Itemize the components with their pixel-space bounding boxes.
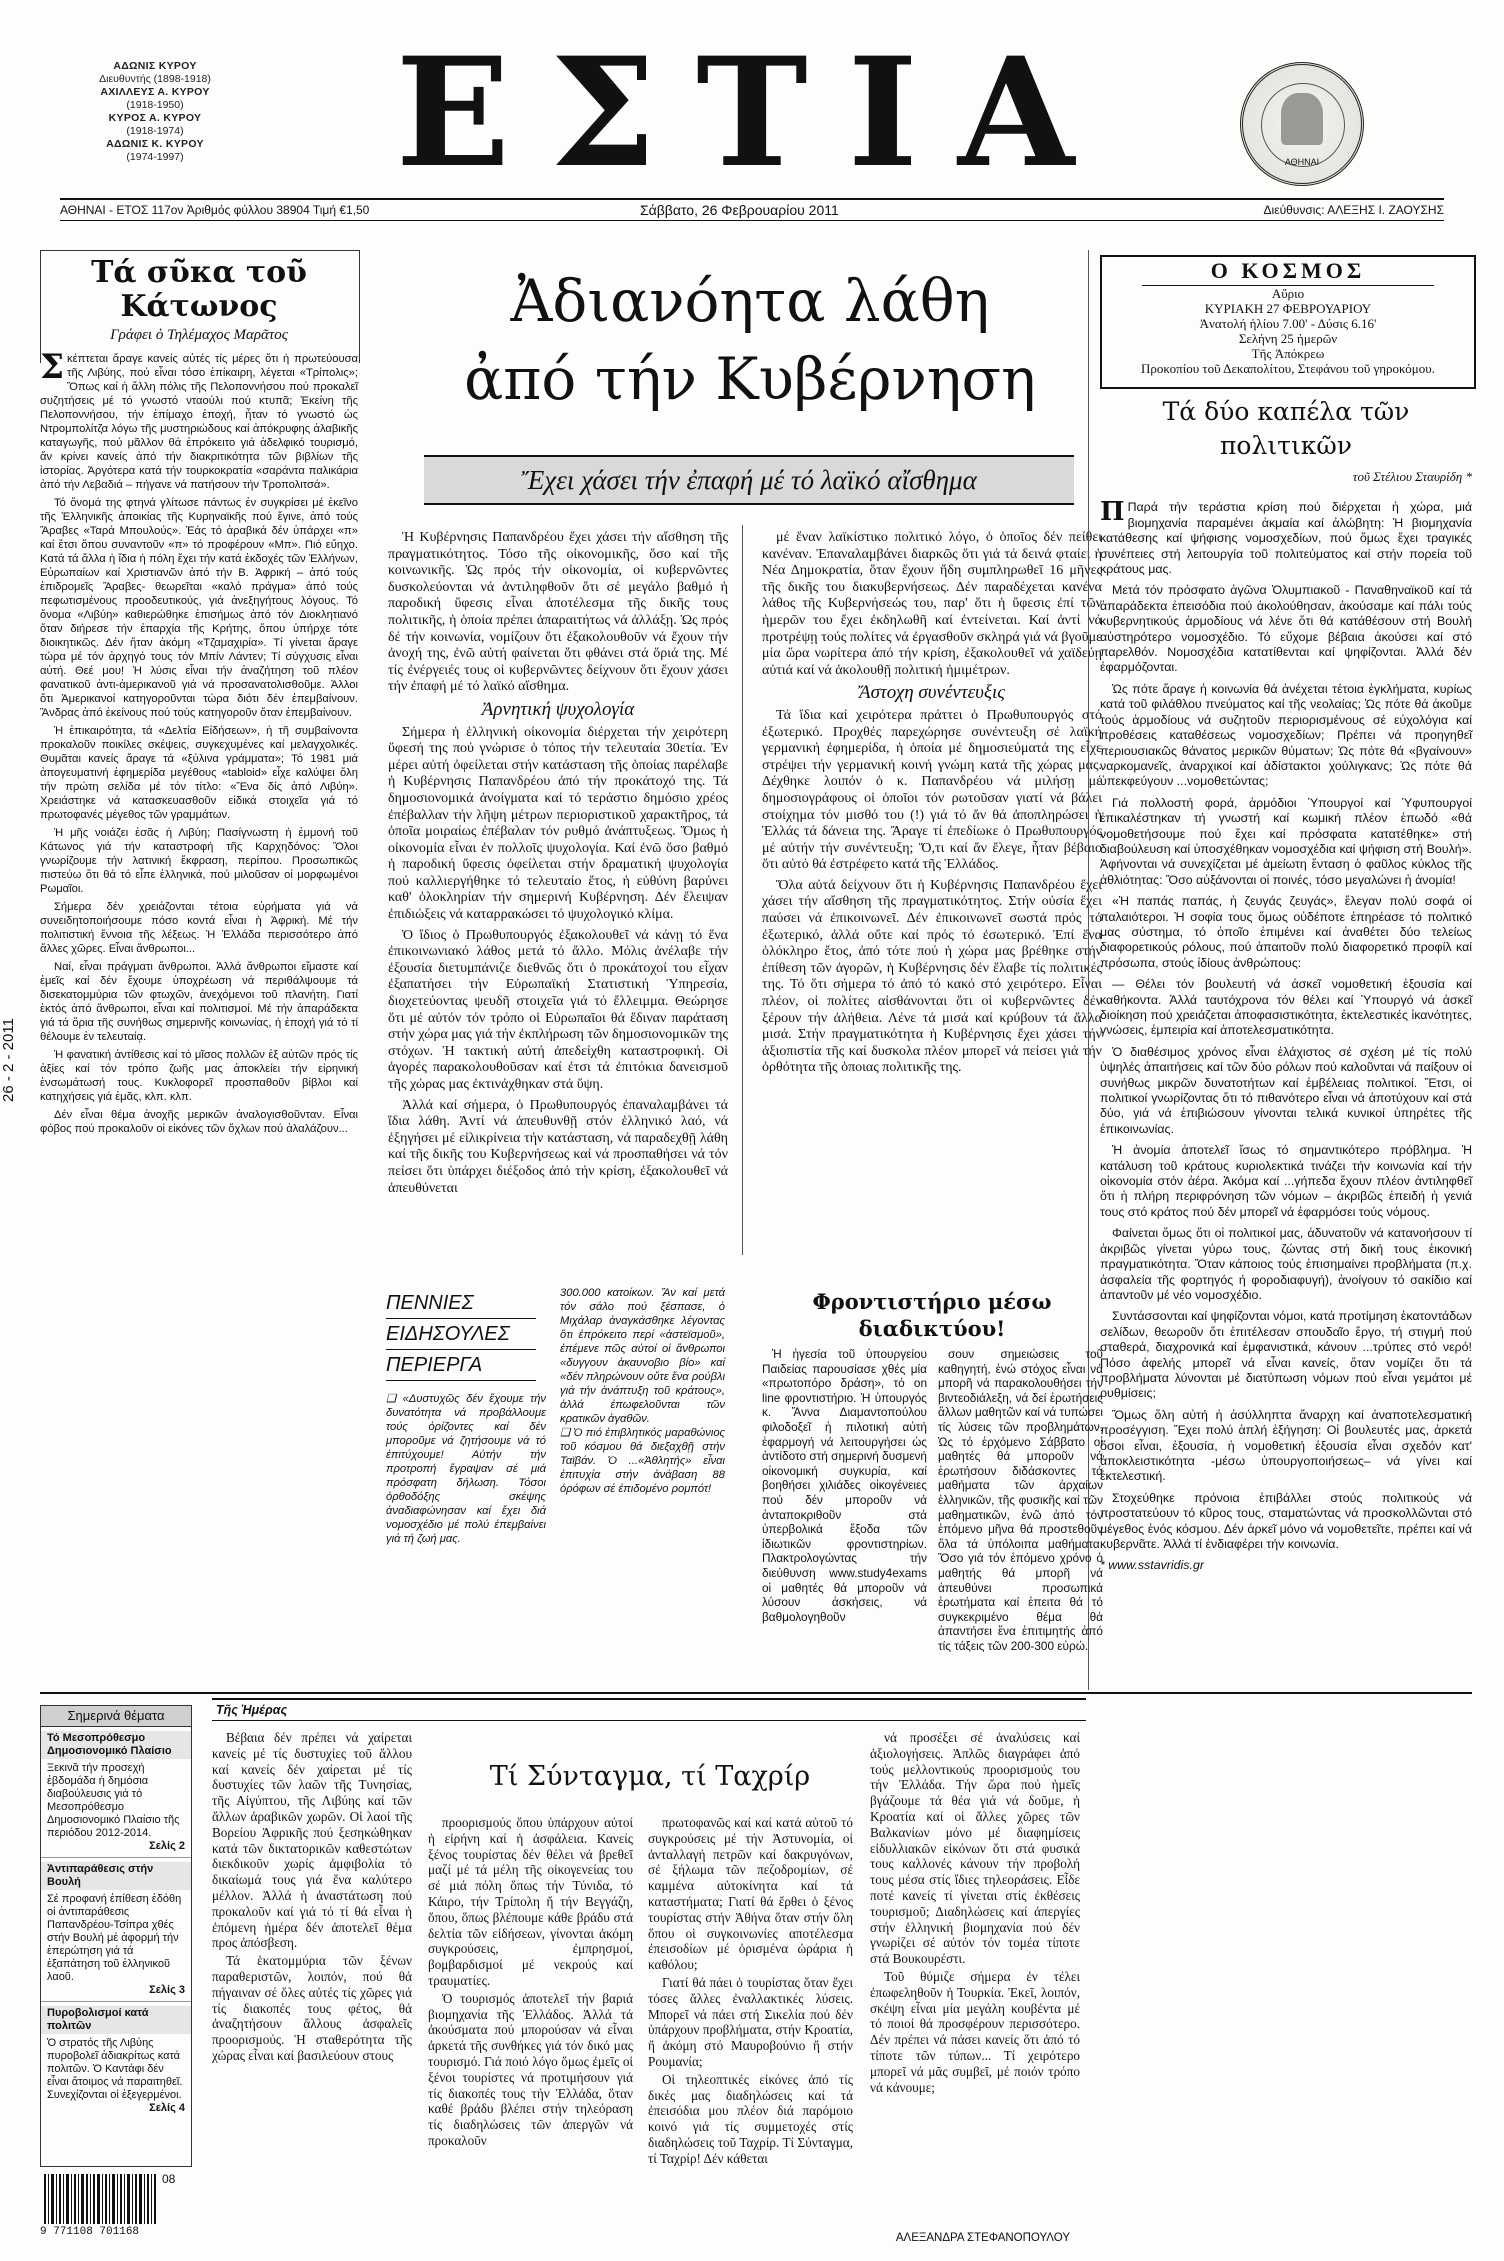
section-rule	[40, 1692, 1472, 1694]
bottom-col2: προορισμούς ὅπου ὑπάρχουν αὐτοί ἡ εἰρήνη καί ἡ ἀσφάλεια. Κανείς ξένος τουρίστας δέν θέλει νά βρεθεῖ μαζί μέ τά μέλη τῆς οἰκογενείας του σέ μιά πόλη ὅπως τήν Τύνιδα, τό Κάιρο, τήν Τρίπολη ἤ τήν Βεγγάζη, ὅπου, ὅπως βλέπουμε κάθε βράδυ στά δελτία τῶν εἰδήσεων, γίνονται ἀκόμη συγκρούσεις, ἐμπρησμοί, βομβαρδισμοί μέ νεκρούς καί τραυματίες. Ὁ τουρισμός ἀποτελεῖ τήν βαριά βιομηχανία τῆς Ἑλλάδος. Ἀλλά τά ἀκούσματα πού μπορούσαν νά εἶναι ἀρκετά τῆς συνθήκες γιά τόν δικό μας τουρισμό. Γιά ποιό λόγο ὅμως ἐμεῖς οἱ ξένοι τουρίστες νά προτιμήσουν γιά τίς διακοπές τους τήν Ἑλλάδα, ὅταν καθέ βράδυ βλέπει στήν τηλεόραση τίς διαδηλώσεις τῶν ἀπεργῶν νά προκαλοῦν	[428, 1815, 633, 2148]
masthead-title: ΕΣΤΙΑ	[395, 25, 1115, 201]
founders-list	[60, 60, 250, 164]
founder: ΑΧΙΛΛΕΥΣ Α. ΚΥΡΟΥ (1918-1950)	[100, 86, 210, 111]
article-byline: Γράφει ὁ Τηλέμαχος Μαρᾶτος	[110, 327, 288, 343]
main-headline: Ἀδιανόητα λάθη ἀπό τήν Κυβέρνηση	[464, 267, 1036, 413]
topics-header: Σημερινά θέματα	[41, 1706, 191, 1727]
column-rule	[742, 525, 743, 1255]
article-title: Τά δύο καπέλα τῶν πολιτικῶν	[1162, 397, 1410, 460]
news-left-text: ❑ «Δυστυχῶς δέν ἔχουμε τήν δυνατότητα νά προβάλλουμε τούς ὁρίζοντες καί δέν μποροῦμε νά ζητήσουμε νά τό ἐπιτύχουμε! Αὐτήν τήν προτροπή ἔγραψαν σέ μιά πρόσφατη δήλωση. Τόσοι ὀρθοδόξης σκέψης ἀναδιαφώνησαν καί ἔχει διά νομοσχέδιο μέ πολύ ἐπεμβαίνει γιά τή ζωή μας.	[386, 1393, 546, 1545]
bottom-headline: Τί Σύνταγμα, τί Ταχρίρ	[489, 1761, 811, 1792]
main-article-col2: μέ ἕναν λαϊκίστικο πολιτικό λόγο, ὁ ὁποῖος δέν πείθει κανέναν. Ἐπαναλαμβάνει διαρκῶς ὅτι γιά τά δεινά φταίει ἡ Νέα Δημοκρατία, ὅταν ἔχουν ἤδη συμπληρωθεῖ 16 μῆνες τῆς δικῆς του διακυβερνήσεως. Δέν παραδέχεται κανένα λάθος τῆς Κυβερνήσεώς του, παρ' ὅτι ἡ ὕφεσις ἐπί τῶν ἡμερῶν του ἔχει ἐκδηλωθῆ καί ἐντείνεται. Καί ἀντί νά προτρέψῃ τούς πολίτες νά ἐργασθοῦν σκληρά γιά νά βγοῦμε μία ὥρα νωρίτερα ἀπό τήν κρίση, ἐξακολουθεῖ νά χαϊδεύῃ αὐτιά καί νά ἀκολουθῇ πολιτική ἡμιμέτρων. Ἄστοχη συνέντευξις Τά ἴδια καί χειρότερα πράττει ὁ Πρωθυπουργός στό ἐξωτερικό. Προχθές παρεχώρησε συνέντευξη σέ λαϊκή γερμανική ἐφημερίδα, ἡ ὁποία μέ δημοσιεύματά της εἶχε στρέψει τήν γερμανική κοινή γνώμη κατά τῆς χώρας μας. Δέχθηκε λοιπόν ὁ κ. Παπανδρέου νά μιλήσῃ μέ δημοσιογράφους οἱ ὁποῖοι τόν ρωτοῦσαν γιατί νά βάλει στοίχημα τόν μισθό του (!) γιά τό ἄν θά ἀποπληρώσει ἡ Ἑλλάς τά δάνεια της. Ἄραγε τί ἐπεδίωκε ὁ Πρωθυπουργός μέ αὐτήν τήν συνέντευξη; Ὅ,τι καί ἄν ἔλεγε, ἦταν βέβαιο ὅτι αὐτό θά ἐστρέφετο κατά τῆς Ἑλλάδος. Ὅλα αὐτά δείχνουν ὅτι ἡ Κυβέρνησις Παπανδρέου ἔχει χάσει τήν αἴσθηση τῆς πραγματικότητος. Στήν οὐσία ἔχει παύσει νά ἐπικοινωνεῖ. Δέν ἐπικοινωνεῖ σωστά πρός τό ἐξωτερικό, ἀλλά οὔτε καί πρός τό ἐσωτερικό. Ἐπί ἕνα ὁλόκληρο ἔτος, ἀπό τότε πού ἡ χώρα μας βρέθηκε στήν ἐπίθεση τῶν ἀγορῶν, ἡ Κυβέρνησις δέν ἔλαβε τίς πολιτικές της. Τό ὅτι σήμερα τό ἀπό τό κακό στό χειρότερο. Εἶναι πλέον, οἱ πολίτες αἰσθάνονται ὅτι οἱ κυβερνῶντες δέν ξέρουν τήν ἀλήθεια. Λένε τά μισά καί κρύβουν τά ἄλλα μισά. Στήν πραγματικότητα ἡ Κυβέρνησις ἔχει χάσει τήν ἀξιοπιστία τῆς καί δυσκολα πλέον μπορεῖ νά πείσει γιά τήν ὀρθότητα τῆς ὁποιας πολιτικῆς της.	[762, 530, 1102, 1076]
section-heading: Ἀρνητική ψυχολογία	[481, 698, 635, 720]
news-box	[380, 1280, 730, 1675]
vertical-date: 26 - 2 - 2011	[0, 1018, 17, 1102]
news-right-text: 300.000 κατοίκων. Ἄν καί μετά τόν σάλο πού ξέσπασε, ὁ Μιχάλαρ ἀναγκάσθηκε λέγοντας ὅτι ἐπρόκειτο περί «ἀστεϊσμοῦ», ἐπέμενε πῶς αὐτοί οἱ ἄνθρωποι «δυγγουν ἀκαυνοβιο βίο» καί «δέν πληρώνουν οὔτε ἕνα ρούβλι γιά τήν ἀνάπτυξη τοῦ κράτους», ἀλλά ἐπωφελοῦνται τῶν κρατικῶν ἀγαθῶν. ❑ Ὁ πιό ἐπιβλητικός μαραθώνιος τοῦ κόσμου θά διεξαχθῇ στήν Ταϊβάν. Ὁ ...«Ἀθλητής» εἶναι ἐπιτυχία στήν ἀνάβαση 88 ὀρόφων σέ ἐπιδομένο ρομπότ!	[560, 1287, 725, 1495]
founder: ΑΔΩΝΙΣ Κ. ΚΥΡΟΥ (1974-1997)	[106, 138, 204, 163]
bottom-col1: Βέβαια δέν πρέπει νά χαίρεται κανείς μέ τίς δυστυχίες τοῦ ἄλλου καί κανείς δέν χαίρεται μέ τίς δυστυχίες τῶν λαῶν τῆς Τυνησίας, τῆς Αἰγύπτου, τῆς Λιβύης καί τῶν ἄλλων ἀραβικῶν χωρῶν. Οἱ λαοί τῆς Βορείου Ἀφρικῆς πού ξεσηκώθηκαν κατά τῶν δικτατορικῶν καθεστώτων διεκδικοῦν χωρίς ἀμφιβολία τό δικαίωμά τους γιά ἕνα καλύτερο μέλλον. Ἀλλά ἡ ἀναστάτωση πού προκαλοῦν καί γιά τό τί θά εἶναι ἡ ἐπόμενη ἡμέρα δέν ἀποτελεῖ θέμα προς ἀπόσβεση. Τά ἑκατομμύρια τῶν ξένων παραθεριστῶν, λοιπόν, πού θά πήγαιναν σέ ὅλες αὐτές τίς χῶρες γιά τίς διακοπές τους φέτος, θά ἀναζητήσουν ἄλλους ἀσφαλεῖς προορισμούς. Ἡ σταθερότητα τῆς χώρας εἶναι καί βασιλεύουν στους	[212, 1730, 412, 2063]
section-label: Τῆς Ἡμέρας	[212, 1698, 1086, 1721]
kosmos-box: Ο ΚΟΣΜΟΣ Αὔριο ΚΥΡΙΑΚΗ 27 ΦΕΒΡΟΥΑΡΙΟΥ Ἀνατολή ἡλίου 7.00' - Δύσις 6.16' Σελήνη 25 ἡμερῶν Τῆς Ἀπόκρεω Προκοπίου τοῦ Δεκαπολίτου, Στεφάνου τοῦ γηροκόμου.	[1100, 255, 1476, 389]
todays-topics-box	[40, 1705, 192, 2167]
article-kapela: Τά δύο καπέλα τῶν πολιτικῶν τοῦ Στέλιου Σταυρίδη * Π Παρά τήν τεράστια κρίση πού διέρχεται ἡ χώρα, μιά βιομηχανία παραμένει ἀκμαία καί ἀλώβητη: Ἡ βιομηχανία κατάθεσης καί ψήφισης νομοσχεδίων, πού ὅμως ἔχει τραγικές συνέπειες στή λειτουργία τοῦ πολιτεύματος καί στήν πορεία τοῦ κράτους μας. Μετά τόν πρόσφατο ἀγῶνα Ὀλυμπιακοῦ - Παναθηναϊκοῦ καί τά ἀπαράδεκτα ἐπεισόδια πού ἀκολούθησαν, ἀκούσαμε καί πάλι τούς κυβερνητικούς ἁρμοδίους νά λένε ὅτι θά κατάθέσουν στή Βουλή αὐστηρότερο νομοσχέδιο. Τό εὔχομε βέβαια ἀκούσει καί στό παρελθόν. Νομοσχέδια κατατίθενται καί ψηφίζονται. Ἀλλά δέν ἐφαρμόζονται. Ὡς πότε ἄραγε ἡ κοινωνία θά ἀνέχεται τέτοια ἐγκλήματα, κυρίως κατά τοῦ φιλάθλου πνεύματος καί τῆς νεολαίας; Ὡς πότε θά ἀκοῦμε τούς ἁρμοδίους νά συζητοῦν περιορισμένους σέ εὐχολόγια καί προθέσεις καταθέσεως νομοσχεδίων; Πρέπει νά προηγηθεῖ περιουσιακῶς θάνατος μερικῶν θύματων; Ὡς πότε θά «βγαίνουν» ναρκομανεῖς, ἀναρχικοί καί ἀδίστακτοι χούλιγκανς; Ὡς πότε θά ὑπεκφεύγουν ...νομοθετώντας; Γιά πολλοστή φορά, ἁρμόδιοι Ὑπουργοί καί Ὑφυπουργοί ἐπικαλέστηκαν τή γνωστή καί κωμική πλέον ἐπωδό «θά νομοθετήσουμε πού ἔχει καί πρόσφατα κατατέθηκε» στή διαβούλευση καί ὑποσχέθηκαν νομοσχέδια καί ψήφιση στή Βουλή». Ἀφήνονται νά συνεχίζεται μέ ἀμείωτη ἔνταση ὁ φαῦλος κύκλος τῆς ἀθλιότητας: Ὅσο αὐξάνονται οἱ ποινές, τόσο μεγαλώνει ἡ ἀνομία! «Ἡ παπάς παπάς, ἡ ζευγάς ζευγάς», ἔλεγαν πολύ σοφά οἱ παλαιότεροι. Ἡ σοφία τους ὅμως οὐδέποτε ἐπηρέασε τό πολιτικό μας σύστημα, τό ὁποῖο ἐπιμένει καί ἀναθέτει δύο τελείως διαφορετικούς ρόλους, πού ἀπαιτοῦν πολύ διαφορετικό προφίλ καί πρόσωπα, στούς ἰδίους ἀνθρώπους: — Θέλει τόν βουλευτή νά ἀσκεῖ νομοθετική ἐξουσία καί καθήκοντα. Ἀλλά ταυτόχρονα τόν θέλει καί Ὑπουργό νά ἀσκεῖ διοίκηση πού χρειάζεται ἀποφασιστικότητα, ἐκτελεστικές ἱκανότητες, γνώσεις, ἐμπειρία καί ἀποτελεσματικότητα. Ὁ διαθέσιμος χρόνος εἶναι ἐλάχιστος σέ σχέση μέ τίς πολύ ὑψηλές ἀπαιτήσεις καί τῶν δύο ρόλων πού καλοῦνται νά παίξουν οἱ συνήθως μικρῶν δυνατοτήτων καί ἐμβέλειας πολιτικοί. Ἔτσι, οἱ πολιτικοί γνωρίζοντας ὅτι τό πιθανότερο εἶναι νά ἀποτύχουν καί στά δύο, γιά νά ἐπιβιώσουν γίνονται τελικά κυνικοί ὑπηρέτες τῆς ἐπικοινωνίας. Ἡ ἀνομία ἀποτελεῖ ἴσως τό σημαντικότερο πρόβλημα. Ἡ κατάλυση τοῦ κράτους κυριολεκτικά τινάζει τήν κοινωνία καί τήν οἰκονομία στόν ἀέρα. Ἀκόμα καί ...γήπεδα ἔχουν πλέον ἀντιληφθεῖ ὅτι ἡ πλήρη περιφρόνηση τῶν νόμων – ἀκριβῶς ἐπειδή ἡ γενιά τους στό κράτος πού δέν μπορεῖ νά ἐφαρμόσει τούς νόμους. Φαίνεται ὅμως ὅτι οἱ πολιτικοί μας, ἀδυνατοῦν νά κατανοήσουν τί ἀκριβῶς γίνεται γύρω τους, ζώντας στή δική τους ἐικονική πραγματικότητα. Ὅταν κάποιος τούς ἐπισημαίνει προβλήματα (π.χ. ἀσφαλεία τῆς φορτηγός ή φοροδιαφυγή), ἀνοίγουν τό σακίδιο καί ἀπαντοῦν μέ νέο νομοσχέδιο. Συντάσσονται καί ψηφίζονται νόμοι, κατά προτίμηση ἑκατοντάδων σελίδων, θεωροῦν ὅτι ἐπιτέλεσαν σπουδαῖο ἔργο, τή στιγμή πού σταθερά, διαχρονικά καί ἐμφανιστικά, κάνουν ...τρύπες στό νερό! Πόσο ἀφελής μπορεῖ νά εἶναι κανείς, ὅταν νομίζει ὅτι τά προβλήματα λύνονται μέ διατύπωση νόμων πού εἶναι γεμάτοι μέ ρυθμίσεις; Ὅμως ὅλη αὐτή ἡ ἀσύλληπτα ἄναρχη καί ἀναποτελεσματική προσέγγιση. Ἔχει πολύ ἁπλή ἐξήγηση: Οἱ βουλευτές μας, ἀρκετά ὅσοι εἶναι, ἐξουσία, ἡ νομοθετική ἐξουσία εἶναι σχεδόν κατ' ἀποκλειστικότητα -μέσω ὑπουργοποιήσεως– νά γίνει καί ἐκτελεστική. Στοχεύθηκε πρόνοια ἐπιβάλλει στούς πολιτικούς νά προστατεύουν τό κῦρος τους, σταματώντας νά προσκολλῶνται στό μέγεθος ἑνός κόσμου. Δέν ἀρκεῖ μόνο νά νομοθετεῖτε, πρέπει καί νά κυβερνᾶτε. Ἀλλά τί ἐνδιαφέρει τήν κοινωνία. * www.sstavridis.gr	[1100, 397, 1472, 1573]
article-katonos: Τά σῦκα τοῦ Κάτωνος Γράφει ὁ Τηλέμαχος Μαρᾶτος Σκέπτεται ἄραγε κανείς αὐτές τίς μέρες ὅτι ἡ πρωτεύουσα τῆς Λιβύης, πού εἶναι τόσο ἐπίκαιρη, λέγεται «Τρίπολις»; Ὅπως καί ἡ ἄλλη πόλις τῆς Πελοποννήσου πού προκαλεῖ συζητήσεις μέ τό γνωστό νταούλι πού κτυπᾶ; Ἐκείνη τῆς Πελοποννήσου, τήν ἐπίμαχο ἐποχή, ἦταν τό γνωστό ὡς Ντρομπολίτζα λόγω τῆς μυστηριώδους καί ἀπόκρυφης ἀλαβικῆς καταγωγῆς, πού μᾶλλον θά ἐπρόκειτο γιά ἀδελφικό τουρισμό, ἄν κρίνει κανείς ἀπό τήν διακριτικότητα τῶν βιβλίων τῆς ἱστορίας. Ἀργότερα κατά τήν τουρκοκρατία «σαράντα παλικάρια ἀπό τήν Λεβαδιά – πήγανε νά πατήσουν τήν Τροπολιτσά». Τό ὄνομά της φτηνά γλίτωσε πάντως ἐν συγκρίσει μέ ἐκεῖνο τῆς Ἑλληνικῆς ἀποικίας τῆς Κυρηναϊκῆς πού ἔγινε, ἀπό τούς Ἄραβες «Ταρά Μπουλούς». Ἐάς τό ἀραβικά δέν ὑπάρχει «π» καί ἔτσι ὅπου συναντοῦν «π» τό προφέρουν «Μπ». Πιό εὔηχο. Κατά τά ἄλλα ἡ ἴδια ἡ πόλη ἔχει τήν κατά ἐκδοχές τῶν Ἑλλήνων, Εὐρωπαίων καί Χριστιανῶν ἀπό τήν Β. Ἀφρική – ἀπό τούς ἐπιδρομεῖς Ἄραβες- θεωρεῖται «καλό πράγμα» ἀπό τούς πεφωτισμένους προοδευτικούς, γιά ἀνεξηγήτους λόγους. Τό ὄνομα «Λιβύη» καθιερώθηκε ἐπισήμως ἀπό τόν Διοκλητιανό ὅταν διήρεσε τήν ἐπαρχία τῆς Κρήτης, ὅπου ὑπήρχε τότε διοικητικῶς. Δέν ἤταν ἀκόμη «Τζαμαχιρία». Τί γίνεται ἄραγε τώρα μέ τόν ἀρχηγό τους τόν Μπίν Λάντεν; Τί σύγχυσις εἶναι αὐτή. Θεέ μου! Ἡ λύσις εἶναι τήν ἀναζήτηση τοῦ πλέον φανατικοῦ ἀντι-ἀμερικανοῦ γιά νά προσανατολισθοῦμε. Ἀλλοι ὅτι Ἀμερικανοί κατηγοροῦνται τώρα διότι δέν ἐπεμβαίνουν. Ἄνδρας ἀπό ἐκείνους πού τούς κατηγοροῦν ὅταν ἐπεμβαίνουν. Ἡ ἐπικαιρότητα, τά «Δελτία Εἰδήσεων», ἡ τῆ συμβαίνοντα προκαλοῦν ποικίλες σκέψεις, συγκεχυμένες καί μελαγχολικές. Θυμᾶται κανείς ἄραγε τά «ξύλινα γράμματα»; Τό 1981 μιά ἀπογευματινή ἐφημερίδα μεγέθους «tabloid» εἶχε καλύψει ὅλη τήν πρώτη σελίδα μέ τόν τίτλο: «Ἕνα δίς ἀπό Λιβύη». Χρειάστηκε νά κατασκευασθοῦν εἰδικά στοιχεῖα γιά τό πρωτοφανές μέγεθος τῶν γραμμάτων. Ἡ μῆς νοιάζει ἐσᾶς ἡ Λιβύη; Πασίγνωστη ἡ ἐμμονή τοῦ Κάτωνος γιά τήν καταστροφή τῆς Καρχηδόνος: Ὅλοι γνωρίζουμε τήν λατινική ἔκφραση, περίπου. Προσωπικῶς πιστεύω ὅτι θά τό εἶπε ἑλληνικά, πού μιλοῦσαν οἱ μορφωμένοι Ρωμαῖοι. Σήμερα δέν χρειάζονται τέτοια εὐρήματα γιά νά συνειδητοποιήσουμε πόσο κοντά εἶναι ἡ Ἀφρική. Μέ τήν πολιτιστική ἔννοια τῆς λέξεως. Ἡ Ἑλλάδα περισσότερο ἀπό ἄλλες χῶρες. Εἶναι ἄνθρωποι... Ναί, εἶναι πράγματι ἄνθρωποι. Ἀλλά ἄνθρωποι εἴμαστε καί ἐμεῖς καί δέν ἔχουμε ὑποχρέωση νά περιθάλψουμε τά δισεκατομμύρια τῶν φτωχῶν, ἀνεχόμενοι τοῦ πλανήτη. Γιατί ἐκτός ἀπό ἄνθρωποι, εἶναι καί πολιτισμοί. Μέ τήν ἀπαράδεκτα γιά τά ὅρια τῆς συνήθως σημερινῆς κοινωνίας, ἡ ἐποχή γιά τό τί θέλουμε ἐν τελευταίᾳ. Ἡ φανατική ἀντίθεσις καί τό μῖσος πολλῶν ἐξ αὐτῶν πρός τίς ἀξίες καί τόν τρόπο ζωῆς μας ἀποκλείει τήν εἰρηνική ἐνσωμάτωσή τους. Κυκλοφορεῖ προσπαθοῦν βίβλοι καί κατηχήσεις γιά ἐμᾶς, κλπ. κλπ. Δέν εἶναι θέμα ἀνοχῆς μερικῶν ἀναλογισθοῦνταν. Εἶναι φόβος πού προκαλοῦν οἱ εἰκόνες τῶν ὄχλων πού ἀλαλάζουν...	[40, 250, 358, 1140]
issue-info: ΑΘΗΝΑΙ - ΕΤΟΣ 117ον Ἀριθμός φύλλου 38904 Τιμή €1,50	[60, 203, 370, 217]
main-article-col1: Ἡ Κυβέρνησις Παπανδρέου ἔχει χάσει τήν αἴσθηση τῆς πραγματικότητος. Τόσο τῆς οἰκονομικῆς, ὅσο καί τῆς κοινωνικῆς. Ὡς πρός τήν οἰκονομία, οἱ κυβερνῶντες δυσκολεύονται νά ἀντιληφθοῦν ὅτι σέ μεγάλο βαθμό ἡ παροδική ὕφεσις εἶναι ἀποτέλεσμα τῆς δικῆς τους πολιτικῆς, ἡ ὁποία πρέπει ἀπαραιτήτως νά ἀλλάξῃ. Ὡς πρός δέ τήν κοινωνία, νομίζουν ὅτι ἐξακολουθοῦν νά ἔχουν τήν ἀνοχή της, ἐνῶ αὐτή φαίνεται ὅτι φθάνει στά ὅριά της. Μέ τίς ἐνέργειές τους οἱ κυβερνῶντες δείχνουν ὅτι ἔχουν χάσει τήν ἐπαφή μέ τό λαϊκό αἴσθημα. Ἀρνητική ψυχολογία Σήμερα ἡ ἑλληνική οἰκονομία διέρχεται τήν χειρότερη ὕφεσή της πού γνώρισε ὁ τόπος τήν τελευταία 30ετία. Ἐν μέρει αὐτή ὀφείλεται στήν κατάσταση τῆς ὁποίας παρέλαβε ἡ Κυβέρνησις Παπανδρέου ἀπό τήν προκάτοχό της. Τά δημοσιονομικά ἀνοίγματα καί τό τεράστιο δημόσιο χρέος ἐπέβαλλαν τήν λῆψη μέτρων περιοριστικοῦ χαρακτῆρος, τά ὁποῖα μοιραίως ἐπέβαλαν τόν ρυθμό ἀνάπτυξεως. Ὅμως ἡ οἰκονομία εἶναι ἐν πολλοῖς ψυχολογία. Καί ἐνῶ ὅσο βαθμό ἡ παροδική ὕφεσις ὀφείλεται στήν δραματική ψυχολογία πού καλλιεργήθηκε τό τελευταίο ἔτος, ἡ εὐθύνη βαρύνει καθ' ὁλοκληρίαν τήν σημερινή Κυβέρνηση. Δέν ἔλειψαν ἐπιδιώξεις νά καταρρακώσει τό ψυχολογικό κλίμα. Ὁ ἴδιος ὁ Πρωθυπουργός ἐξακολουθεῖ νά κάνῃ τό ἕνα ἐπικοινωνιακό λάθος μετά τό ἄλλο. Μόλις ἀνέλαβε τήν ἐξουσία διετυμπάνιζε διεθνῶς ὅτι ὁ προκάτοχοί του εἶχαν ἐξαπατήσει τήν Εὐρωπαϊκή Στατιστική Ὑπηρεσία, διοχετεύοντας ψευδῆ στοιχεῖα γιά τό ἔλλειμμα. Θεώρησε ὅτι μέ αὐτόν τόν τρόπο οἱ Εὐρωπαῖοι θά ἔδιναν παράταση στήν χώρα μας γιά τήν ἐκπλήρωση τῶν δημοσιονομικῶν της στόχων. Ἡ τακτική αὐτή ἀπεδείχθη καταστροφική. Οἱ ἀγορές παρακολουθοῦσαν καί ἐτσι τά ἐπιτόκια δανεισμοῦ τῆς χώρας μας ἐκτινάχθηκαν στά ὕψη. Ἀλλά καί σήμερα, ὁ Πρωθυπουργός ἐπαναλαμβάνει τά ἴδια λάθη. Ἀντί νά ἀπευθυνθῇ στόν ἑλληνικό λαό, νά ἐξηγήσει μέ εἰλικρίνεια τήν κατάσταση, νά παραδεχθῇ λάθη καί τῆς δικῆς του Κυβερνήσεως καί νά προσπαθήσει νά τόν πείσει ὅτι ὑπάρχει διέξοδος ἀπό τήν κρίση, ἐξακολουθεῖ νά ἀπευθύνεται	[388, 530, 728, 1196]
issue-date: Σάββατο, 26 Φεβρουαρίου 2011	[640, 202, 839, 218]
article-title: Τά σῦκα τοῦ Κάτωνος	[91, 255, 307, 324]
main-subheadline: Ἔχει χάσει τήν ἐπαφή μέ τό λαϊκό αἴσθημα	[424, 455, 1074, 505]
info-bar	[60, 198, 1444, 221]
frontistirio-title: Φροντιστήριο μέσω διαδικτύου!	[812, 1289, 1052, 1341]
topic-item[interactable]: Πυροβολισμοί κατά πολιτῶν Ὁ στρατός τῆς Λιβύης πυροβολεῖ ἀδιακρίτως κατά πολιτῶν. Ὁ Καντάφι δέν εἶναι ἄτοιμος νά παραιτηθεῖ. Συνεχίζονται οἱ ἐξεγερμένοι. Σελίς 4	[41, 2002, 191, 2119]
frontistirio-col2: σουν σημειώσεις τοῦ καθηγητή, ἐνώ στόχος εἶναι νά μπορῆ νά παρακολουθήσει τήν βιντεοδιάλεξη, νά δεί ἐρωτήσεις ἄλλων μαθητῶν καί νά τυπώσει τίς λύσεις τῶν προβλημάτων. Ὡς τό ἐρχόμενο Σάββατο οἱ μαθητές θά μποροῦν νά ἐρωτήσουν διδάσκοντες τά μαθήματα τῶν ἀρχαίων ἑλληνικῶν, τῆς φυσικῆς καί τῶν μαθηματικῶν, ἐνῶ ἀπό τόν ἑπόμενο μῆνα θά προστεθοῦν ὅλα τά ὑπόλοιπα μαθήματα. Ὅσο γιά τόν ἑπόμενο χρόνο ὁ μαθητής θά μπορῆ νά ἀπευθύνει προσωπικά ἐρωτήματα καί ἐπειτα θά τό συγκεκριμένο θέμα θά ἀπαντήσει ἕνα ἐπιτιμητής ἀπό τίς τάξεις τῶν 200-300 εὐρώ.	[938, 1347, 1103, 1653]
drop-cap: Σ	[40, 347, 65, 387]
footnote: * www.sstavridis.gr	[1100, 1558, 1204, 1573]
topic-item[interactable]: Τό Μεσοπρόθεσμο Δημοσιονομικό Πλαίσιο Ξεκινᾶ τήν προσεχή ἑβδομάδα ἡ δηµόσια διαβούλευσις γιά τό Μεσοπρόθεσμο Δημοσιονομικό Πλαίσιο τῆς περιόδου 2012-2014. Σελίς 2	[41, 1727, 191, 1858]
section-heading: Ἄστοχη συνέντευξις	[858, 682, 1005, 704]
founder: ΑΔΩΝΙΣ ΚΥΡΟΥ Διευθυντής (1898-1918)	[99, 60, 211, 85]
article-byline: τοῦ Στέλιου Σταυρίδη *	[1352, 469, 1472, 484]
director-info: Διεύθυνσις: ΑΛΕΞΗΣ Ι. ΖΑΟΥΣΗΣ	[1263, 203, 1444, 217]
topic-item[interactable]: Ἀντιπαράθεσις στήν Βουλή Σέ προφανή ἐπίθεση ἐδόθη οἱ ἀντιπαράθεσις Παπανδρέου-Τσίπρα χθές στήν Βουλή μέ ἀφορμή τήν ἐπερώτηση γιά τά ἐξαπάτηση τοῦ ἑλληνικοῦ λαοῦ. Σελίς 3	[41, 1858, 191, 2002]
kosmos-title: Ο ΚΟΣΜΟΣ	[1142, 257, 1434, 286]
founder: ΚΥΡΟΣ Α. ΚΥΡΟΥ (1918-1974)	[108, 112, 202, 137]
bottom-col4: νά προσέξει σέ ἀναλύσεις καί ἀξιολογήσεις. Ἁπλῶς διαγράφει ἀπό τούς μελλοντικούς προορισμούς του τήν Ἑλλάδα. Τήν ὥρα πού ἡμεῖς βγάζουμε τά θέα γιά νά δοῦμε, ἡ Κροατία καί οἱ ἄλλες χῶρες τῶν Βαλκανίων μόνο μέ διαφημίσεις εἰδυλλιακῶν εἰκόνων ὅτι στά φυσικά τους καλλονές κάνουν τήν προβολή τους μέσα στίς ἴδιες τηλεοράσεις. Εἶδε ποτέ κανείς τί γίνεται στίς ἐκθέσεις τουρισμοῦ; Διαδηλώσεις καί ἀπεργίες στήν ἑλληνική βιομηχανία πού δέν γνωρίζει σέ αὐτόν τόν τομέα τίποτε στά Βουκουρέστι. Τοῦ θύμιζε σήμερα ἐν τέλει ἐπωφεληθοῦν ἡ Τουρκία. Ἐκεῖ, λοιπόν, σκέψη εἶναι μία μεγάλη κουβέντα μέ τό ποιοί θά προσφέρουν περισσότερο. Δέν πρέπει νά πάσει κανείς ὅτι ἀπό τό τίποτε τῶν τύπων... Τί χειρότερο μπορεῖ νά μᾶς συμβεῖ, μέ ποιόν τρόπο νά κάνουμε;	[870, 1730, 1080, 2095]
author-signature: ΑΛΕΞΑΝΔΡΑ ΣΤΕΦΑΝΟΠΟΥΛΟΥ	[895, 2232, 1070, 2244]
athens-seal-icon: ΑΘΗΝΑΙ	[1240, 62, 1364, 186]
frontistirio-col1: Ἡ ἡγεσία τοῦ ὑπουργείου Παιδείας παρουσίασε χθές μία «πρωτοπόρο δράση», τό on line φροντιστήριο. Ἡ ὑπουργός κ. Ἄννα Διαμαντοπούλου φιλοδοξεῖ ἡ πιλοτική αὐτή ἐφαρμογή νά λειτουργήσει ὡς ἀντίδοτο στή σημερινή δυσμενή οἰκονομική συγκυρία, καί βοηθήσει χιλιάδες οἰκογένειες πού δέν μποροῦν νά ἀνταποκριθοῦν στά ὑπερβολικά ἔξοδα τῶν ἰδιωτικῶν φροντιστηρίων. Πλακτρολογώντας τήν διεύθυνση www.study4exams οἱ μαθητές θά μποροῦν νά λύσουν ἀσκήσεις, νά βαθμολογηθοῦν	[762, 1347, 927, 1624]
news-box-title: ΠΕΝΝΙΕΣ ΕΙΔΗΣΟΥΛΕΣ ΠΕΡΙΕΡΓΑ	[386, 1288, 536, 1381]
barcode: 08 9 771108 701168	[40, 2172, 190, 2242]
bottom-col3: πρωτοφανῶς καί καί κατά αὐτοῦ τό συγκρούσεις μέ τήν Ἀστυνομία, οἱ ἀνταλλαγή πετρῶν καί δακρυγόνων, σέ ξήλωμα τῶν πεζοδρομίων, σέ καμμένα αὐτοκίνητα καί τά καταστήματα; Γιατί θά ἔρθει ὁ ξένος τουρίστας στήν Ἀθήνα ὅταν στήν ὅλη ὅπου οἱ συγκοινωνίες αποτέλεσμα ἐπεισοδίων μέ ὀρισμένα ὠράρια ἡ καθόλου; Γιατί θά πάει ὁ τουρίστας ὅταν ἔχει τόσες ἄλλες ἐναλλακτικές λύσεις. Μπορεῖ νά πάει στή Σικελία πού δέν ὑπάρχουν προβλήματα, στήν Κροατία, ἤ ἀκόμη στό Μαυροβούνιο ἤ στήν Ρουμανία; Οἱ τηλεοπτικές εἰκόνες ἀπό τίς δικές μας διαδηλώσεις καί τά ἐπεισόδια μου πλέον διά παρόμοιο κοινό γιά τίς συμμετοχές στίς διαδηλώσεις τοῦ Ταχρίρ. Τί Σύνταγμα, τί Ταχρίρ! Δέν κάθεται	[648, 1815, 853, 2166]
